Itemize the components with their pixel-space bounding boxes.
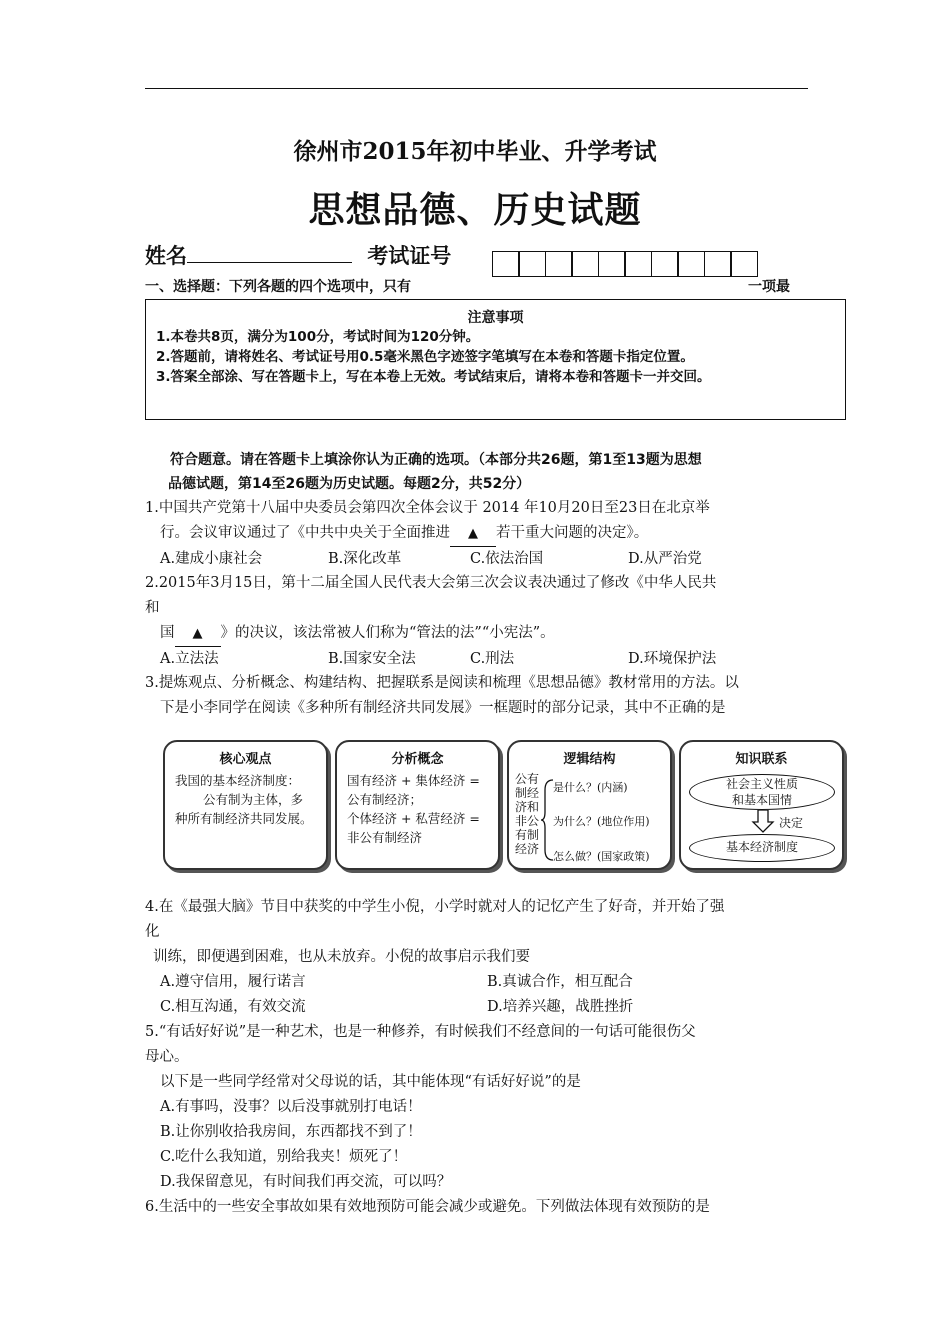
answer-blank: ▲ bbox=[450, 521, 496, 547]
ellipse-line: 和基本国情 bbox=[731, 793, 792, 807]
card-line: 公有制为主体，多 bbox=[203, 792, 304, 807]
logic-why: 为什么？(地位作用) bbox=[553, 815, 650, 828]
exam-id-label: 考试证号 bbox=[367, 244, 452, 268]
name-row bbox=[145, 240, 451, 270]
question-3 bbox=[145, 671, 825, 721]
option-c[interactable]: C.吃什么我知道，别给我夹！烦死了！ bbox=[160, 1149, 408, 1165]
option-d[interactable]: D.我保留意见，有时间我们再交流，可以吗？ bbox=[160, 1174, 452, 1190]
down-arrow-icon bbox=[751, 810, 775, 834]
option-a[interactable]: A.立法法 bbox=[160, 651, 219, 667]
notice-item: 1.本卷共8页，满分为100分，考试时间为120分钟。 bbox=[156, 329, 480, 345]
arrow-label: 决定 bbox=[779, 816, 804, 830]
option-c[interactable]: C.依法治国 bbox=[470, 551, 544, 567]
continuation-line: 品德试题，第14至26题为历史试题。每题2分，共52分） bbox=[168, 476, 531, 492]
answer-blank: ▲ bbox=[175, 621, 221, 647]
id-box[interactable] bbox=[677, 251, 705, 277]
question-text: 母心。 bbox=[145, 1049, 189, 1065]
options-row bbox=[145, 995, 825, 1020]
question-text: 1.中国共产党第十八届中央委员会第四次全体会议于 2014 年10月20日至23日在北京举 bbox=[145, 500, 710, 516]
question-text: 行。会议审议通过了《中共中央关于全面推进 ▲ 若干重大问题的决定》。 bbox=[145, 521, 815, 547]
continuation-line: 符合题意。请在答题卡上填涂你认为正确的选项。（本部分共26题，第1至13题为思想 bbox=[170, 452, 702, 468]
option-d[interactable]: D.环境保护法 bbox=[628, 651, 717, 667]
card-title: 逻辑结构 bbox=[563, 752, 616, 767]
card-line: 种所有制经济共同发展。 bbox=[175, 811, 313, 826]
question-2 bbox=[145, 571, 825, 672]
card-knowledge-link bbox=[679, 740, 844, 870]
notice-item: 3.答案全部涂、写在答题卡上，写在本卷上无效。考试结束后，请将本卷和答题卡一并交回。 bbox=[156, 369, 711, 385]
notice-item: 2.答题前，请将姓名、考试证号用0.5毫米黑色字迹签字笔填写在本卷和答题卡指定位置。 bbox=[156, 349, 694, 365]
options-row bbox=[145, 970, 825, 995]
name-label: 姓名 bbox=[145, 244, 187, 268]
id-box[interactable] bbox=[624, 251, 652, 277]
exam-id-boxes[interactable] bbox=[493, 251, 758, 277]
question-text: 4.在《最强大脑》节目中获奖的中学生小倪，小学时就对人的记忆产生了好奇，并开始了强 bbox=[145, 899, 725, 915]
card-title: 知识联系 bbox=[735, 752, 788, 767]
question-text: 国 ▲ 》的决议，该法常被人们称为“管法的法”“小宪法”。 bbox=[145, 621, 825, 647]
card-line: 我国的基本经济制度： bbox=[175, 773, 301, 788]
question-5 bbox=[145, 1020, 825, 1195]
notice-title: 注意事项 bbox=[467, 310, 524, 326]
card-line: 国有经济 + 集体经济 = bbox=[347, 773, 480, 788]
ellipse-top bbox=[689, 774, 835, 810]
section1-intro: 一、选择题：下列各题的四个选项中，只有 bbox=[145, 279, 411, 295]
ellipse-line: 社会主义性质 bbox=[725, 777, 798, 791]
card-line: 非公有制经济 bbox=[347, 830, 423, 845]
question-text: 6.生活中的一些安全事故如果有效地预防可能会减少或避免。下列做法体现有效预防的是 bbox=[145, 1199, 710, 1215]
id-box[interactable] bbox=[730, 251, 758, 277]
option-b[interactable]: B.国家安全法 bbox=[328, 651, 416, 667]
card-title: 核心观点 bbox=[219, 752, 272, 767]
question-4 bbox=[145, 895, 825, 1020]
question-text: 3.提炼观点、分析概念、构建结构、把握联系是阅读和梳理《思想品德》教材常用的方法。以 bbox=[145, 675, 739, 691]
id-box[interactable] bbox=[545, 251, 573, 277]
name-field[interactable] bbox=[187, 244, 352, 263]
paper-title: 思想品德、历史试题 bbox=[308, 190, 642, 231]
option-b[interactable]: B.深化改革 bbox=[328, 551, 402, 567]
id-box[interactable] bbox=[571, 251, 599, 277]
question-text: 以下是一些同学经常对父母说的话，其中能体现“有话好好说”的是 bbox=[160, 1074, 581, 1090]
card-core-view bbox=[163, 740, 328, 870]
card-logic-structure bbox=[507, 740, 672, 870]
card-title: 分析概念 bbox=[391, 752, 444, 767]
option-a[interactable]: A.建成小康社会 bbox=[160, 551, 263, 567]
option-b[interactable]: B.让你别收拾我房间，东西都找不到了！ bbox=[160, 1124, 422, 1140]
option-b[interactable]: B.真诚合作，相互配合 bbox=[487, 974, 633, 990]
id-box[interactable] bbox=[598, 251, 626, 277]
question-1 bbox=[145, 496, 815, 572]
card-analyze-concept bbox=[335, 740, 500, 870]
section1-continuation bbox=[170, 448, 810, 496]
id-box[interactable] bbox=[704, 251, 732, 277]
card-line: 个体经济 + 私营经济 = bbox=[347, 811, 480, 826]
question-text: 训练，即便遇到困难，也从未放弃。小倪的故事启示我们要 bbox=[153, 949, 530, 965]
top-rule bbox=[145, 88, 808, 89]
option-a[interactable]: A.遵守信用，履行诺言 bbox=[160, 974, 306, 990]
id-box[interactable] bbox=[651, 251, 679, 277]
question-text: 2.2015年3月15日，第十二届全国人民代表大会第三次会议表决通过了修改《中华人民共 bbox=[145, 575, 717, 591]
logic-how: 怎么做？(国家政策) bbox=[553, 850, 650, 863]
section1-intro-end: 一项最 bbox=[748, 279, 790, 295]
id-box[interactable] bbox=[518, 251, 546, 277]
question-text: 下是小李同学在阅读《多种所有制经济共同发展》一框题时的部分记录，其中不正确的是 bbox=[160, 700, 726, 716]
option-d[interactable]: D.从严治党 bbox=[628, 551, 702, 567]
exam-title: 徐州市2015年初中毕业、升学考试 bbox=[293, 138, 657, 165]
card-line: 公有制经济； bbox=[347, 792, 423, 807]
logic-what: 是什么？(内涵) bbox=[553, 781, 628, 794]
question-text: 5.“有话好好说”是一种艺术，也是一种修养，有时候我们不经意间的一句话可能很伤父 bbox=[145, 1024, 696, 1040]
ellipse-bottom: 基本经济制度 bbox=[689, 834, 835, 862]
option-c[interactable]: C.刑法 bbox=[470, 651, 515, 667]
option-c[interactable]: C.相互沟通，有效交流 bbox=[160, 999, 306, 1015]
question-6 bbox=[145, 1195, 825, 1220]
notice-box bbox=[145, 299, 846, 420]
option-a[interactable]: A.有事吗，没事？以后没事就别打电话！ bbox=[160, 1099, 422, 1115]
option-d[interactable]: D.培养兴趣，战胜挫折 bbox=[487, 999, 634, 1015]
question-text: 和 bbox=[145, 600, 160, 616]
logic-subject: 公有制经济和非公有制经济 bbox=[515, 772, 540, 856]
id-box[interactable] bbox=[492, 251, 520, 277]
options-row bbox=[145, 547, 815, 572]
options-row bbox=[145, 647, 825, 672]
question-text: 化 bbox=[145, 924, 160, 940]
